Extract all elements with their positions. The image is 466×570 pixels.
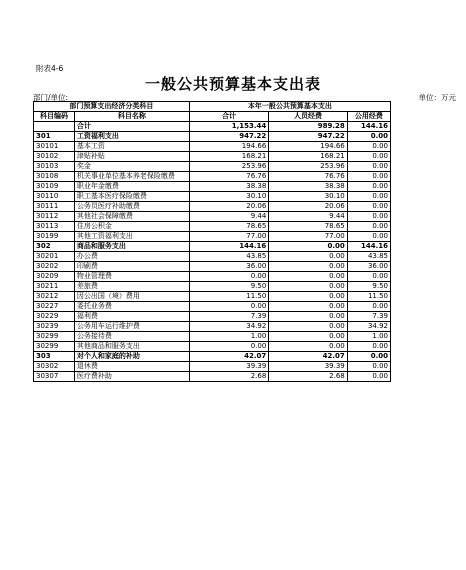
row-code: 30211 xyxy=(34,282,75,292)
row-code: 30103 xyxy=(34,162,75,172)
header-personnel: 人员经费 xyxy=(269,112,347,122)
row-public: 0.00 xyxy=(347,222,390,232)
table-row xyxy=(34,252,391,262)
row-total: 194.66 xyxy=(189,142,269,152)
row-name: 基本工资 xyxy=(74,142,189,152)
row-total: 9.44 xyxy=(189,212,269,222)
row-name: 医疗费补助 xyxy=(74,372,189,382)
table-row xyxy=(34,152,391,162)
table-row xyxy=(34,372,391,382)
row-total: 42.07 xyxy=(189,352,269,362)
row-total: 1.00 xyxy=(189,332,269,342)
row-personnel: 0.00 xyxy=(269,302,347,312)
row-name: 差旅费 xyxy=(74,282,189,292)
row-public: 0.00 xyxy=(347,362,390,372)
row-code: 303 xyxy=(34,352,75,362)
row-total: 947.22 xyxy=(189,132,269,142)
row-personnel: 168.21 xyxy=(269,152,347,162)
row-name: 其他商品和服务支出 xyxy=(74,342,189,352)
row-public: 0.00 xyxy=(347,272,390,282)
header-column-row xyxy=(34,112,391,122)
row-total: 20.06 xyxy=(189,202,269,212)
table-row xyxy=(34,162,391,172)
row-code: 30307 xyxy=(34,372,75,382)
row-name: 其他工资福利支出 xyxy=(74,232,189,242)
row-total: 144.16 xyxy=(189,242,269,252)
total-public: 144.16 xyxy=(347,122,390,132)
row-personnel: 0.00 xyxy=(269,242,347,252)
row-public: 7.39 xyxy=(347,312,390,322)
row-total: 77.00 xyxy=(189,232,269,242)
total-row xyxy=(34,122,391,132)
row-public: 9.50 xyxy=(347,282,390,292)
row-total: 0.00 xyxy=(189,302,269,312)
row-personnel: 39.39 xyxy=(269,362,347,372)
department-label: 部门/单位: xyxy=(33,93,69,102)
table-row xyxy=(34,182,391,192)
row-code: 30199 xyxy=(34,232,75,242)
row-personnel: 0.00 xyxy=(269,322,347,332)
row-public: 36.00 xyxy=(347,262,390,272)
row-code: 30212 xyxy=(34,292,75,302)
table-row xyxy=(34,362,391,372)
header-group-row xyxy=(34,102,391,112)
row-personnel: 0.00 xyxy=(269,292,347,302)
row-total: 78.65 xyxy=(189,222,269,232)
row-total: 9.50 xyxy=(189,282,269,292)
row-personnel: 194.66 xyxy=(269,142,347,152)
row-name: 对个人和家庭的补助 xyxy=(74,352,189,362)
row-name: 公务接待费 xyxy=(74,332,189,342)
row-personnel: 0.00 xyxy=(269,252,347,262)
row-code: 30202 xyxy=(34,262,75,272)
total-label: 合计 xyxy=(74,122,189,132)
table-row xyxy=(34,342,391,352)
table-row xyxy=(34,222,391,232)
table-row xyxy=(34,262,391,272)
row-code: 30108 xyxy=(34,172,75,182)
header-name: 科目名称 xyxy=(74,112,189,122)
row-code: 30111 xyxy=(34,202,75,212)
attachment-number: 附表4-6 xyxy=(36,64,64,73)
table-row xyxy=(34,332,391,342)
row-personnel: 0.00 xyxy=(269,262,347,272)
table-row xyxy=(34,302,391,312)
row-public: 144.16 xyxy=(347,242,390,252)
table-row xyxy=(34,142,391,152)
row-name: 物业管理费 xyxy=(74,272,189,282)
row-personnel: 947.22 xyxy=(269,132,347,142)
table-row xyxy=(34,282,391,292)
row-public: 11.50 xyxy=(347,292,390,302)
row-name: 退休费 xyxy=(74,362,189,372)
row-total: 168.21 xyxy=(189,152,269,162)
row-public: 0.00 xyxy=(347,172,390,182)
row-personnel: 30.10 xyxy=(269,192,347,202)
table-row xyxy=(34,312,391,322)
row-public: 0.00 xyxy=(347,192,390,202)
row-code: 30299 xyxy=(34,342,75,352)
row-total: 39.39 xyxy=(189,362,269,372)
row-personnel: 0.00 xyxy=(269,342,347,352)
total-amount: 1,153.44 xyxy=(189,122,269,132)
row-code: 30229 xyxy=(34,312,75,322)
row-code: 30112 xyxy=(34,212,75,222)
table-row xyxy=(34,292,391,302)
row-name: 印刷费 xyxy=(74,262,189,272)
row-personnel: 38.38 xyxy=(269,182,347,192)
row-public: 0.00 xyxy=(347,152,390,162)
row-code: 30113 xyxy=(34,222,75,232)
row-code: 30109 xyxy=(34,182,75,192)
row-name: 商品和服务支出 xyxy=(74,242,189,252)
header-basic-expenditure: 本年一般公共预算基本支出 xyxy=(189,102,390,112)
row-total: 30.10 xyxy=(189,192,269,202)
row-total: 38.38 xyxy=(189,182,269,192)
row-name: 机关事业单位基本养老保险缴费 xyxy=(74,172,189,182)
row-personnel: 0.00 xyxy=(269,312,347,322)
row-personnel: 0.00 xyxy=(269,282,347,292)
row-public: 0.00 xyxy=(347,182,390,192)
row-public: 0.00 xyxy=(347,212,390,222)
row-total: 2.68 xyxy=(189,372,269,382)
row-name: 公务用车运行维护费 xyxy=(74,322,189,332)
row-total: 76.76 xyxy=(189,172,269,182)
table-row xyxy=(34,232,391,242)
row-public: 0.00 xyxy=(347,302,390,312)
row-personnel: 78.65 xyxy=(269,222,347,232)
row-personnel: 253.96 xyxy=(269,162,347,172)
row-personnel: 9.44 xyxy=(269,212,347,222)
table-row xyxy=(34,322,391,332)
row-total: 0.00 xyxy=(189,342,269,352)
row-code: 30209 xyxy=(34,272,75,282)
row-personnel: 20.06 xyxy=(269,202,347,212)
table-row xyxy=(34,242,391,252)
row-public: 0.00 xyxy=(347,142,390,152)
unit-label: 单位：万元 xyxy=(418,93,456,102)
row-public: 0.00 xyxy=(347,372,390,382)
row-total: 7.39 xyxy=(189,312,269,322)
row-name: 其他社会保障缴费 xyxy=(74,212,189,222)
header-code: 科目编码 xyxy=(34,112,75,122)
row-code: 30227 xyxy=(34,302,75,312)
table-row xyxy=(34,172,391,182)
row-code: 30239 xyxy=(34,322,75,332)
row-public: 0.00 xyxy=(347,232,390,242)
row-public: 0.00 xyxy=(347,202,390,212)
row-public: 0.00 xyxy=(347,162,390,172)
row-name: 津贴补贴 xyxy=(74,152,189,162)
row-public: 34.92 xyxy=(347,322,390,332)
row-total: 36.00 xyxy=(189,262,269,272)
row-public: 0.00 xyxy=(347,342,390,352)
row-personnel: 77.00 xyxy=(269,232,347,242)
row-total: 253.96 xyxy=(189,162,269,172)
row-code: 30101 xyxy=(34,142,75,152)
table-row xyxy=(34,192,391,202)
row-name: 办公费 xyxy=(74,252,189,262)
row-name: 职工基本医疗保险缴费 xyxy=(74,192,189,202)
total-personnel: 989.28 xyxy=(269,122,347,132)
table-row xyxy=(34,272,391,282)
row-total: 43.85 xyxy=(189,252,269,262)
row-personnel: 2.68 xyxy=(269,372,347,382)
row-total: 11.50 xyxy=(189,292,269,302)
row-code: 302 xyxy=(34,242,75,252)
row-public: 1.00 xyxy=(347,332,390,342)
budget-table xyxy=(33,101,391,382)
row-name: 住房公积金 xyxy=(74,222,189,232)
row-personnel: 0.00 xyxy=(269,332,347,342)
row-code: 301 xyxy=(34,132,75,142)
page-title: 一般公共预算基本支出表 xyxy=(144,75,321,93)
header-total: 合计 xyxy=(189,112,269,122)
row-personnel: 0.00 xyxy=(269,272,347,282)
total-code-cell xyxy=(34,122,75,132)
row-total: 34.92 xyxy=(189,322,269,332)
row-name: 工资福利支出 xyxy=(74,132,189,142)
row-public: 43.85 xyxy=(347,252,390,262)
table-row xyxy=(34,352,391,362)
row-name: 职业年金缴费 xyxy=(74,182,189,192)
table-row xyxy=(34,202,391,212)
row-name: 因公出国（境）费用 xyxy=(74,292,189,302)
row-code: 30302 xyxy=(34,362,75,372)
row-name: 公务员医疗补助缴费 xyxy=(74,202,189,212)
row-total: 0.00 xyxy=(189,272,269,282)
row-name: 委托业务费 xyxy=(74,302,189,312)
header-economic-class: 部门预算支出经济分类科目 xyxy=(34,102,190,112)
row-code: 30102 xyxy=(34,152,75,162)
row-public: 0.00 xyxy=(347,352,390,362)
row-name: 奖金 xyxy=(74,162,189,172)
row-code: 30201 xyxy=(34,252,75,262)
row-personnel: 76.76 xyxy=(269,172,347,182)
table-row xyxy=(34,212,391,222)
row-code: 30299 xyxy=(34,332,75,342)
row-code: 30110 xyxy=(34,192,75,202)
header-public: 公用经费 xyxy=(347,112,390,122)
row-name: 福利费 xyxy=(74,312,189,322)
table-row xyxy=(34,132,391,142)
row-personnel: 42.07 xyxy=(269,352,347,362)
row-public: 0.00 xyxy=(347,132,390,142)
